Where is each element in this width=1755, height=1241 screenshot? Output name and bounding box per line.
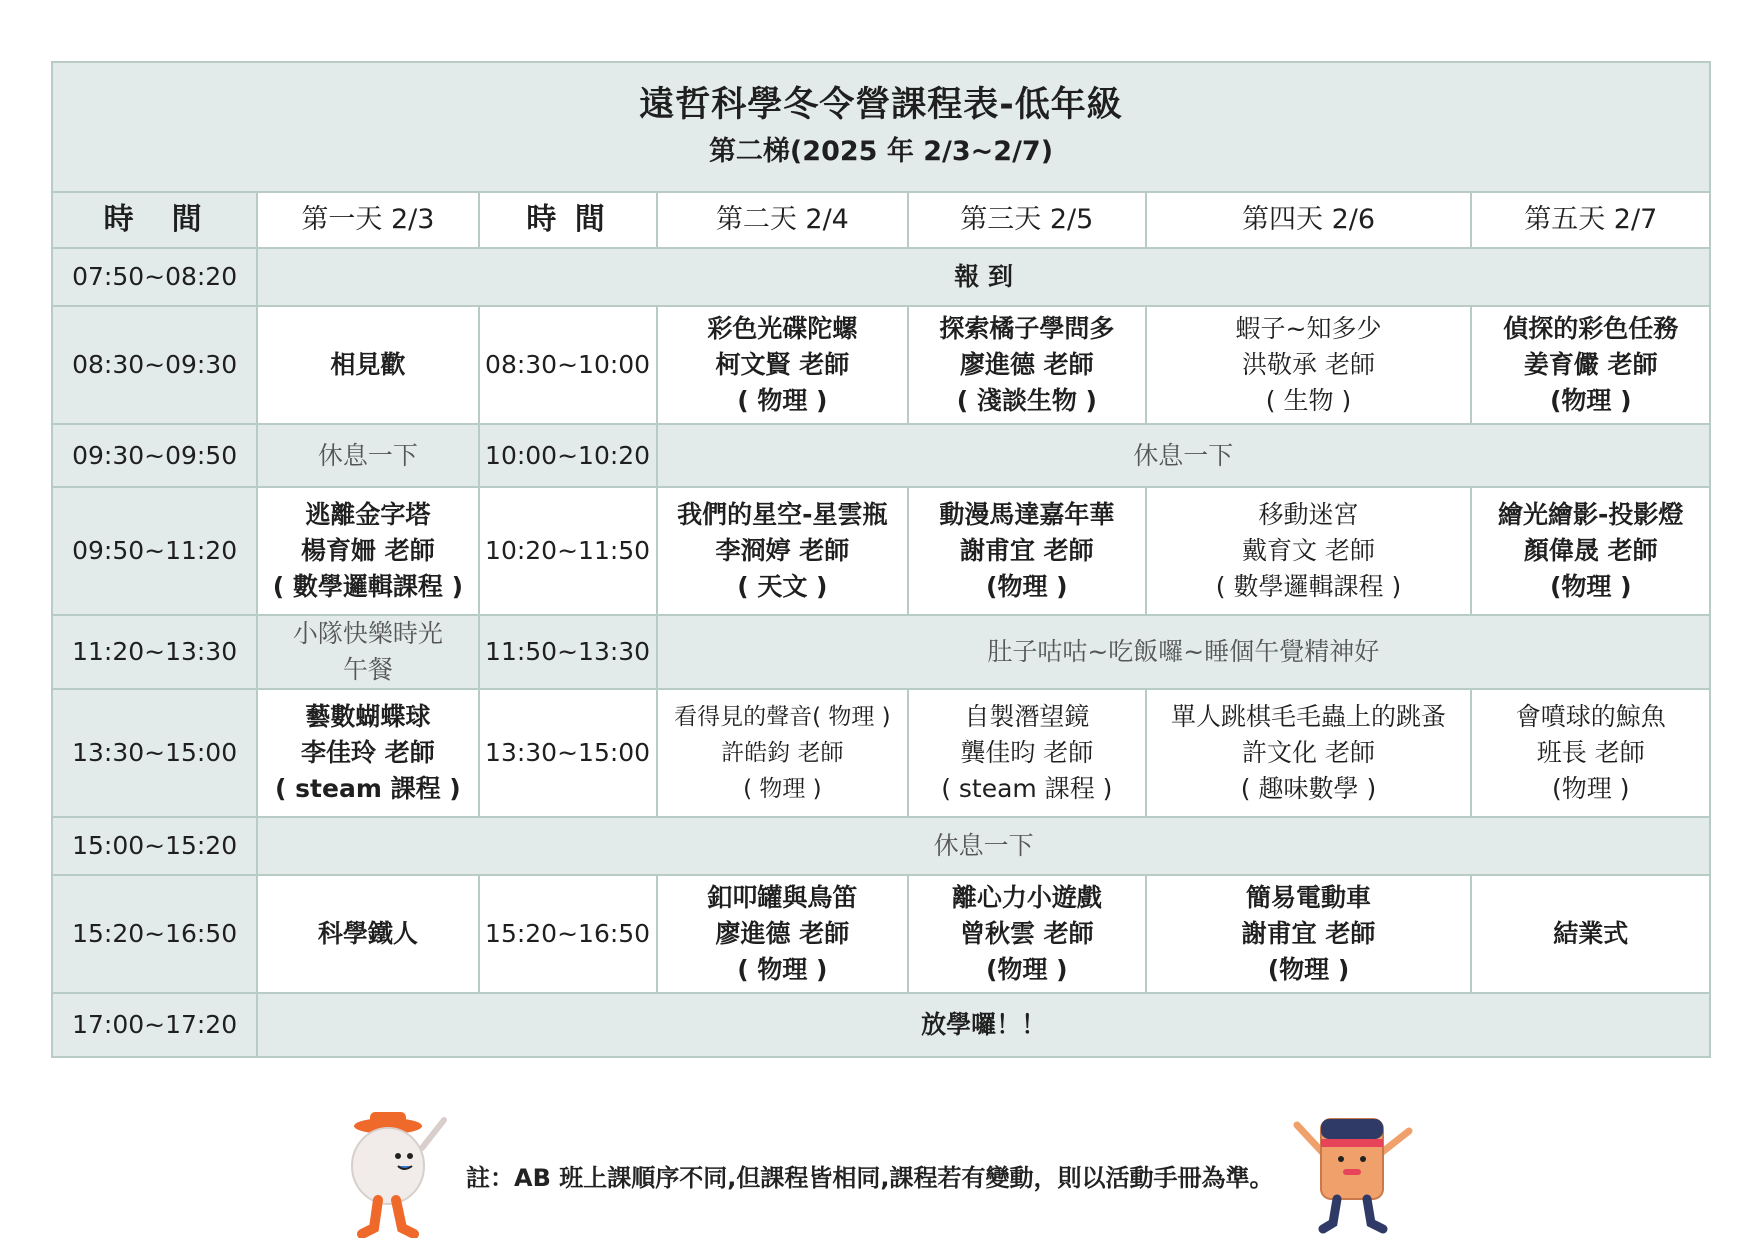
teacher-name: 洪敬承 老師 [1242,350,1375,379]
teacher-name: 顏偉晟 老師 [1523,536,1658,565]
row-dismissal [52,993,1710,1057]
course-name: 離心力小遊戲 [951,883,1102,912]
header-time-1: 時 間 [52,192,257,248]
time-cell: 15:00~15:20 [52,817,257,875]
course-name: 自製潛望鏡 [964,702,1090,731]
day3-session [908,306,1145,424]
teacher-name: 許文化 老師 [1242,738,1375,767]
day1-session: 科學鐵人 [257,875,478,993]
footnote: 註：AB 班上課順序不同,但課程皆相同,課程若有變動，則以活動手冊為準。 [466,1164,1274,1192]
time-cell: 09:30~09:50 [52,424,257,487]
teacher-name: 楊育姍 老師 [301,536,435,565]
subject: ( steam 課程 ) [275,774,461,803]
time2-cell: 11:50~13:30 [479,615,657,689]
day1-lunch [257,615,478,689]
row-lunch [52,615,1710,689]
subject: ( 物理 ) [737,955,828,984]
time-cell: 09:50~11:20 [52,487,257,615]
page-title: 遠哲科學冬令營課程表-低年級 [639,85,1123,125]
teacher-name: 李佳玲 老師 [301,738,435,767]
time2-cell: 10:20~11:50 [479,487,657,615]
subject: ( 趣味數學 ) [1240,774,1377,803]
teacher-name: 戴育文 老師 [1242,536,1375,565]
course-name: 會噴球的鯨魚 [1515,702,1666,731]
day4-session [1146,875,1472,993]
course-name: 釦叩罐與鳥笛 [707,883,858,912]
lunch-line: 午餐 [342,655,393,684]
subject: ( 數學邏輯課程 ) [1215,572,1402,601]
header-day-1: 第一天 2/3 [257,192,478,248]
header-day-5: 第五天 2/7 [1471,192,1710,248]
subject: (物理 ) [1549,572,1632,601]
schedule-sheet [51,61,1711,1058]
time2-cell: 10:00~10:20 [479,424,657,487]
course-name: 探索橘子學問多 [939,314,1115,343]
day3-session [908,689,1145,817]
header-time-2: 時 間 [479,192,657,248]
title-cell [52,62,1710,192]
subject: ( 生物 ) [1265,386,1352,415]
day5-session: 結業式 [1471,875,1710,993]
teacher-name: 許皓鈞 老師 [721,740,844,766]
time-cell: 08:30~09:30 [52,306,257,424]
subject: ( 數學邏輯課程 ) [272,572,464,601]
time-cell: 17:00~17:20 [52,993,257,1057]
header-row [52,192,1710,248]
leg-shape [1323,1199,1337,1229]
teacher-name: 謝甫宜 老師 [1241,919,1376,948]
row-session-4 [52,875,1710,993]
course-name: 移動迷宮 [1258,500,1359,529]
row-session-2 [52,487,1710,615]
eye-shape [1360,1156,1366,1162]
day5-session [1471,487,1710,615]
time2-cell: 15:20~16:50 [479,875,657,993]
row-break-1 [52,424,1710,487]
day5-session [1471,689,1710,817]
hair-shape [1321,1119,1383,1139]
teacher-name: 廖進德 老師 [715,919,850,948]
course-name: 看得見的聲音( 物理 ) [674,704,891,730]
page-subtitle: 第二梯(2025 年 2/3~2/7) [708,136,1054,167]
day1-session: 相見歡 [257,306,478,424]
day2-session [657,487,909,615]
day4-session [1146,487,1472,615]
course-name: 逃離金字塔 [305,500,431,529]
course-name: 偵探的彩色任務 [1503,314,1679,343]
eye-shape [407,1153,413,1159]
day5-session [1471,306,1710,424]
subject: ( 淺談生物 ) [956,386,1097,415]
header-day-3: 第三天 2/5 [908,192,1145,248]
leg-shape [396,1200,414,1234]
teacher-name: 謝甫宜 老師 [959,536,1094,565]
subject: (物理 ) [1267,955,1350,984]
subject: (物理 ) [1552,774,1630,803]
schedule-table [51,61,1711,1058]
row-session-3 [52,689,1710,817]
time-cell: 11:20~13:30 [52,615,257,689]
leg-shape [1367,1199,1383,1229]
teacher-name: 班長 老師 [1536,738,1645,767]
day4-session [1146,306,1472,424]
lunch-cell: 肚子咕咕~吃飯囉~睡個午覺精神好 [657,615,1710,689]
day1-session [257,487,478,615]
mascot-right-illustration [1285,1105,1420,1235]
header-day-4: 第四天 2/6 [1146,192,1472,248]
day2-session [657,306,909,424]
subject: (物理 ) [986,572,1068,601]
teacher-name: 姜育儼 老師 [1523,350,1658,379]
course-name: 繪光繪影-投影燈 [1498,500,1684,529]
eye-shape [1338,1156,1344,1162]
dismissal-cell: 放學囉！！ [257,993,1710,1057]
eye-shape [395,1153,401,1159]
mascot-left-illustration [340,1098,460,1238]
mouth-shape [1343,1169,1361,1175]
course-name: 蝦子~知多少 [1235,314,1382,343]
day1-session [257,689,478,817]
course-name: 單人跳棋毛毛蟲上的跳蚤 [1171,702,1447,731]
time-cell: 13:30~15:00 [52,689,257,817]
time-cell: 07:50~08:20 [52,248,257,306]
arm-shape [1381,1131,1409,1153]
body-shape [352,1128,424,1204]
row-checkin [52,248,1710,306]
subject: ( 物理 ) [737,386,828,415]
subject: ( 物理 ) [743,776,822,802]
teacher-name: 龔佳昀 老師 [960,738,1094,767]
row-break-2 [52,817,1710,875]
arm-shape [1297,1125,1323,1153]
time-cell: 15:20~16:50 [52,875,257,993]
teacher-name: 李浻婷 老師 [715,536,850,565]
headband-shape [1321,1139,1383,1147]
course-name: 簡易電動車 [1246,883,1372,912]
course-name: 彩色光碟陀螺 [707,314,858,343]
leg-shape [362,1200,378,1234]
time2-cell: 13:30~15:00 [479,689,657,817]
day3-session [908,875,1145,993]
time2-cell: 08:30~10:00 [479,306,657,424]
teacher-name: 柯文賢 老師 [715,350,850,379]
subject: (物理 ) [986,955,1068,984]
course-name: 藝數蝴蝶球 [305,702,431,731]
subject: ( 天文 ) [737,572,828,601]
lunch-line: 小隊快樂時光 [292,619,443,648]
subject: ( steam 課程 ) [941,774,1113,803]
day2-session [657,689,909,817]
teacher-name: 廖進德 老師 [959,350,1094,379]
course-name: 動漫馬達嘉年華 [939,500,1115,529]
checkin-cell: 報 到 [257,248,1710,306]
day4-session [1146,689,1472,817]
break-cell: 休息一下 [657,424,1710,487]
course-name: 我們的星空-星雲瓶 [677,500,888,529]
subject: (物理 ) [1549,386,1632,415]
header-day-2: 第二天 2/4 [657,192,909,248]
arm-shape [422,1120,444,1148]
day2-session [657,875,909,993]
day3-session [908,487,1145,615]
day1-break: 休息一下 [257,424,478,487]
break-cell: 休息一下 [257,817,1710,875]
hat-top-shape [370,1112,406,1126]
teacher-name: 曾秋雲 老師 [959,919,1094,948]
row-session-1 [52,306,1710,424]
